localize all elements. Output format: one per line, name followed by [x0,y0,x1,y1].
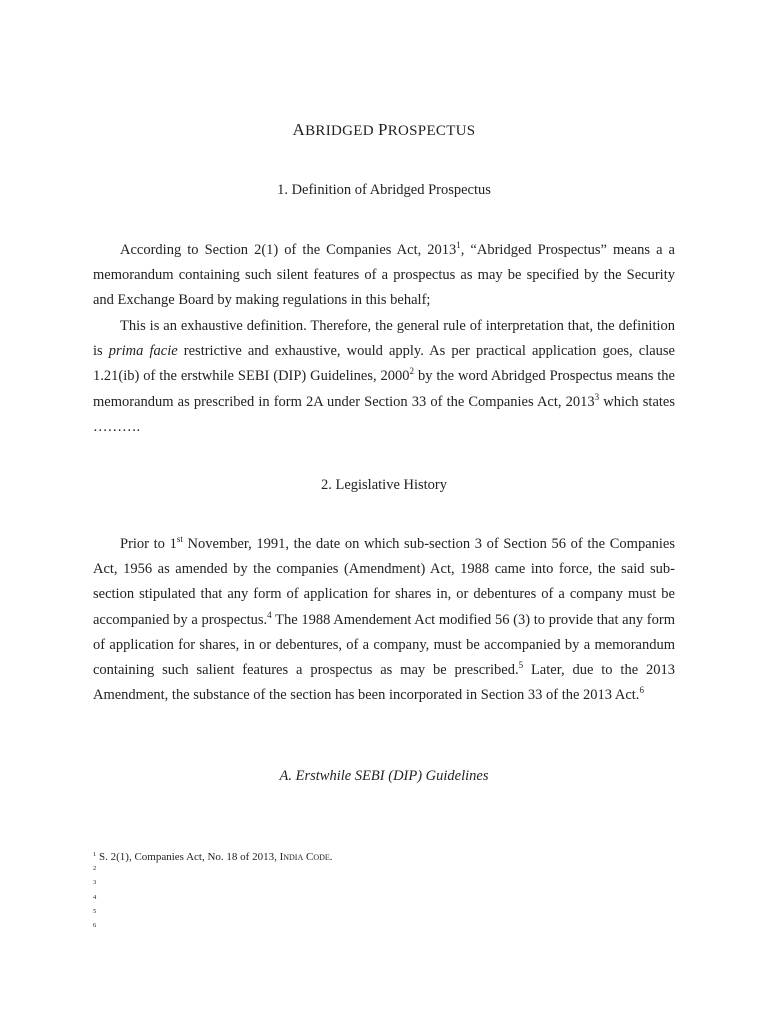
footnotes [93,850,675,935]
footnote-5: 5 [93,907,97,915]
section-2-heading: 2. Legislative History [320,477,448,493]
footnote-ref-2[interactable]: 2 [409,366,415,377]
footnote-ref-3[interactable]: 3 [594,391,600,402]
document-title [0,120,768,140]
subsection-a-heading: A. Erstwhile SEBI (DIP) Guidelines [279,768,489,784]
footnote-1: $^1$ S. 2(1), Companies Act, No. 18 of 2013, India Code. [93,851,333,863]
title-initial-p: P [377,120,388,139]
title-initial-a: A [292,120,306,139]
footnote-3: 3 [93,879,97,887]
footnote-6: 6 [93,921,97,929]
footnote-2: 2 [93,865,97,873]
interpretation-paragraph: This is an exhaustive definition. Therefore, the general rule of interpretation that, the definition is prima facie restrictive and exhaustive, would apply. As per practical application goes, clause 1.21(ib) of the erstwhile SEBI (DIP) Guidelines, 2000$^2$ by the word Abridged Prospectus means the memorandum as prescribed in form 2A under Section 33 of the Companies Act, 2013$^3$ which states ………. [93,318,675,435]
footnote-ref-5[interactable]: 5 [518,660,524,671]
footnote-4: 4 [93,893,97,901]
title-rest-p: ROSPECTUS [387,123,476,139]
footnote-ref-6[interactable]: 6 [639,685,644,696]
definition-paragraph: According to Section 2(1) of the Companies Act, 2013$^1$, “Abridged Prospectus” means a a memorandum containing such silent features of a prospectus as may be specified by the Security and Exchange Board by making regulations in this behalf; [93,240,675,309]
footnote-ref-4[interactable]: 4 [267,609,272,620]
footnote-ref-1[interactable]: 1 [456,240,461,250]
legislative-history-paragraph: Prior to 1st November, 1991, the date on which sub-section 3 of Section 56 of the Companies Act, 1956 as amended by the companies (Amendment) Act, 1988 came into force, the said sub-section stipulated that any form of application for shares in, or debentures of a company must be accompanied by a prospectus.$^4$ The 1988 Amendement Act modified 56 (3) to provide that any form of application for shares, in or debentures, of a company, must be accompanied by a memorandum containing such salient features a prospectus as may be prescribed.$^5$ Later, due to the 2013 Amendment, the substance of the section has been incorporated in Section 33 of the 2013 Act.$^6$ [93,534,676,704]
title-rest-a: BRIDGED [305,123,378,139]
section-1-heading: 1. Definition of Abridged Prospectus [277,182,491,198]
